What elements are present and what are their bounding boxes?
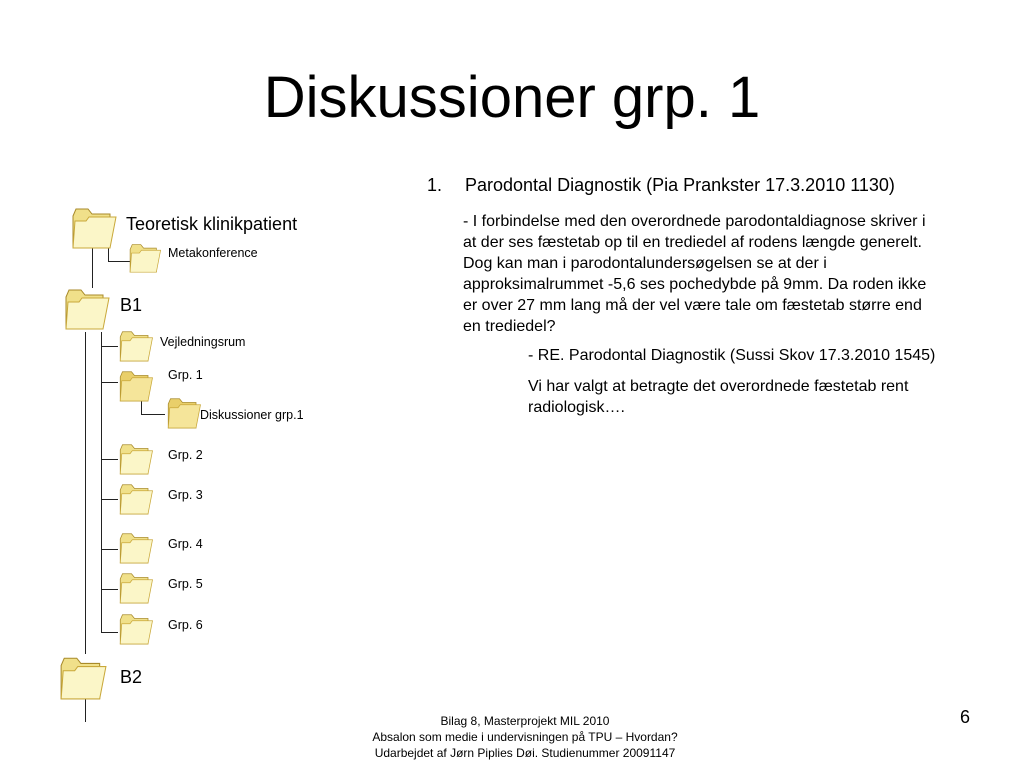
folder-icon[interactable] bbox=[128, 240, 162, 276]
tree-label-diskussioner-grp-1[interactable]: Diskussioner grp.1 bbox=[200, 408, 304, 422]
post-line: approksimalrummet -5,6 ses pochedybde på 9mm. Da roden ikke bbox=[463, 276, 927, 293]
reply-title: - RE. Parodontal Diagnostik (Sussi Skov 17.3.2010 1545) bbox=[528, 347, 936, 364]
tree-line bbox=[101, 346, 118, 347]
reply-line: Vi har valgt at betragte det overordnede fæstetab rent bbox=[528, 378, 909, 395]
folder-icon[interactable] bbox=[165, 395, 203, 431]
folder-icon[interactable] bbox=[118, 327, 154, 365]
tree-line bbox=[101, 632, 118, 633]
discussion-title: Parodontal Diagnostik (Pia Prankster 17.3.2010 1130) bbox=[465, 175, 895, 195]
folder-icon[interactable] bbox=[118, 367, 154, 405]
folder-icon[interactable] bbox=[58, 653, 108, 703]
tree-label-grp-6[interactable]: Grp. 6 bbox=[168, 618, 203, 632]
tree-label-b2[interactable]: B2 bbox=[120, 667, 143, 687]
footer-line-3: Udarbejdet af Jørn Piplies Døi. Studienummer 20091147 bbox=[374, 746, 676, 760]
folder-icon[interactable] bbox=[118, 610, 154, 648]
tree-line bbox=[101, 499, 118, 500]
footer bbox=[300, 713, 750, 761]
tree-line bbox=[101, 332, 102, 633]
tree-line bbox=[85, 332, 86, 654]
tree-label-grp-3[interactable]: Grp. 3 bbox=[168, 488, 203, 502]
post-body bbox=[463, 211, 926, 337]
tree-label-b1[interactable]: B1 bbox=[120, 295, 143, 315]
post-line: Dog kan man i parodontalundersøgelsen se at der i bbox=[463, 255, 827, 272]
post-line: - I forbindelse med den overordnede parodontaldiagnose skriver i bbox=[463, 213, 926, 230]
tree-label-grp-1[interactable]: Grp. 1 bbox=[168, 368, 203, 382]
reply-line: radiologisk…. bbox=[528, 399, 625, 416]
folder-icon[interactable] bbox=[118, 529, 154, 567]
tree-line bbox=[101, 589, 118, 590]
footer-line-1: Bilag 8, Masterprojekt MIL 2010 bbox=[440, 714, 610, 728]
tree-line bbox=[141, 414, 165, 415]
reply-body bbox=[528, 376, 908, 418]
tree-label-grp-4[interactable]: Grp. 4 bbox=[168, 537, 203, 551]
post-line: en trediedel? bbox=[463, 318, 556, 335]
tree-label-teoretisk-klinikpatient[interactable]: Teoretisk klinikpatient bbox=[126, 214, 298, 234]
tree-line bbox=[101, 382, 118, 383]
tree-line bbox=[101, 459, 118, 460]
post-line: er over 27 mm lang må der vel være tale om fæstetab større end bbox=[463, 297, 922, 314]
folder-icon[interactable] bbox=[118, 480, 154, 518]
folder-icon[interactable] bbox=[62, 285, 112, 333]
folder-icon[interactable] bbox=[118, 569, 154, 607]
post-line: at der ses fæstetab op til en trediedel af rodens længde generelt. bbox=[463, 234, 922, 251]
list-number: 1. bbox=[427, 175, 443, 195]
folder-icon[interactable] bbox=[70, 204, 118, 252]
footer-line-2: Absalon som medie i undervisningen på TPU – Hvordan? bbox=[372, 730, 678, 744]
slide-title: Diskussioner grp. 1 bbox=[263, 65, 761, 130]
tree-label-grp-2[interactable]: Grp. 2 bbox=[168, 448, 203, 462]
page-number: 6 bbox=[959, 707, 970, 727]
folder-icon[interactable] bbox=[118, 440, 154, 478]
tree-label-grp-5[interactable]: Grp. 5 bbox=[168, 577, 203, 591]
tree-line bbox=[101, 549, 118, 550]
tree-line bbox=[108, 261, 130, 262]
tree-label-metakonference[interactable]: Metakonference bbox=[168, 246, 258, 260]
tree-label-vejledningsrum[interactable]: Vejledningsrum bbox=[160, 335, 246, 349]
